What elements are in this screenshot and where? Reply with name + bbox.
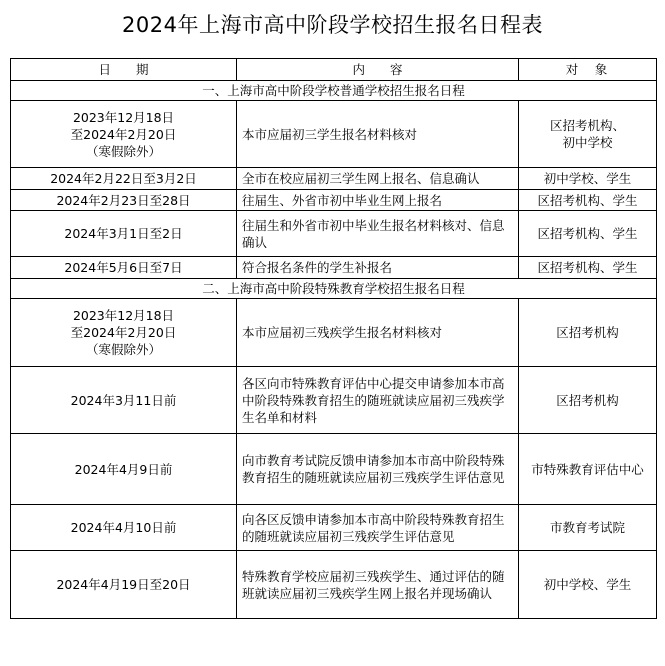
- section-header-row: [11, 81, 657, 101]
- date-line: 2024年2月22日至3月2日: [50, 171, 197, 186]
- date-line: 2024年2月23日至28日: [56, 192, 191, 208]
- table-row: [11, 257, 657, 279]
- date-line: 至2024年2月20日: [70, 126, 177, 142]
- content-cell: 本市应届初三学生报名材料核对: [237, 101, 519, 168]
- date-line: 2024年3月1日至2日: [64, 226, 183, 241]
- target-cell: [519, 257, 657, 279]
- date-line: 至2024年2月20日: [70, 325, 177, 340]
- date-line: 2023年12月18日: [72, 109, 175, 125]
- date-cell: [11, 299, 237, 367]
- date-line: 2024年5月6日至7日: [64, 260, 183, 275]
- target-line: 初中学校、学生: [543, 171, 632, 186]
- section-title: 一、上海市高中阶段学校普通学校招生报名日程: [11, 81, 657, 101]
- target-cell: [519, 299, 657, 367]
- target-line: 区招考机构、学生: [537, 260, 638, 275]
- target-line: 市特殊教育评估中心: [531, 461, 644, 477]
- date-line: 2024年3月11日前: [70, 392, 177, 408]
- content-cell: 往届生和外省市初中毕业生报名材料核对、信息确认: [237, 211, 519, 257]
- target-line: 初中学校: [562, 135, 613, 150]
- table-row: [11, 551, 657, 619]
- table-row: [11, 299, 657, 367]
- date-cell: [11, 505, 237, 551]
- target-cell: [519, 367, 657, 434]
- table-row: [11, 101, 657, 168]
- date-line: 2024年4月9日前: [74, 461, 173, 477]
- date-cell: [11, 257, 237, 279]
- target-cell: [519, 551, 657, 619]
- target-cell: [519, 211, 657, 257]
- content-cell: 向各区反馈申请参加本市高中阶段特殊教育招生的随班就读应届初三残疾学生评估意见: [237, 505, 519, 551]
- table-row: [11, 505, 657, 551]
- header-date: 日 期: [11, 59, 237, 81]
- section-title: 二、上海市高中阶段特殊教育学校招生报名日程: [11, 279, 657, 299]
- table-row: [11, 190, 657, 211]
- date-cell: [11, 367, 237, 434]
- date-cell: [11, 101, 237, 168]
- target-line: 区招考机构、学生: [537, 192, 638, 208]
- target-line: 区招考机构、学生: [537, 226, 638, 241]
- table-header-row: [11, 59, 657, 81]
- target-cell: [519, 434, 657, 505]
- target-line: 初中学校、学生: [543, 577, 632, 592]
- target-cell: [519, 168, 657, 190]
- date-line: 2024年4月19日至20日: [56, 577, 191, 592]
- header-content: 内 容: [237, 59, 519, 81]
- date-line: （寒假除外）: [85, 342, 161, 357]
- content-cell: 往届生、外省市初中毕业生网上报名: [237, 190, 519, 211]
- content-cell: 特殊教育学校应届初三残疾学生、通过评估的随班就读应届初三残疾学生网上报名并现场确认: [237, 551, 519, 619]
- content-cell: 本市应届初三残疾学生报名材料核对: [237, 299, 519, 367]
- target-line: 区招考机构、: [549, 118, 625, 133]
- content-cell: 符合报名条件的学生补报名: [237, 257, 519, 279]
- target-cell: [519, 101, 657, 168]
- table-row: [11, 434, 657, 505]
- date-cell: [11, 551, 237, 619]
- content-cell: 向市教育考试院反馈申请参加本市高中阶段特殊教育招生的随班就读应届初三残疾学生评估意见: [237, 434, 519, 505]
- target-cell: [519, 190, 657, 211]
- schedule-table: [10, 58, 657, 619]
- table-row: [11, 168, 657, 190]
- date-cell: [11, 190, 237, 211]
- date-cell: [11, 211, 237, 257]
- content-cell: 各区向市特殊教育评估中心提交申请参加本市高中阶段特殊教育招生的随班就读应届初三残疾学生名单和材料: [237, 367, 519, 434]
- target-line: 市教育考试院: [549, 520, 625, 535]
- target-line: 区招考机构: [556, 325, 619, 340]
- date-line: 2023年12月18日: [72, 308, 175, 323]
- date-line: （寒假除外）: [85, 143, 161, 159]
- page-title: 2024年上海市高中阶段学校招生报名日程表: [122, 13, 543, 37]
- table-row: [11, 211, 657, 257]
- table-row: [11, 367, 657, 434]
- date-cell: [11, 434, 237, 505]
- date-cell: [11, 168, 237, 190]
- content-cell: 全市在校应届初三学生网上报名、信息确认: [237, 168, 519, 190]
- section-header-row: [11, 279, 657, 299]
- target-line: 区招考机构: [556, 392, 619, 408]
- table-body: [11, 81, 657, 619]
- date-line: 2024年4月10日前: [70, 520, 177, 535]
- target-cell: [519, 505, 657, 551]
- header-target: 对 象: [519, 59, 657, 81]
